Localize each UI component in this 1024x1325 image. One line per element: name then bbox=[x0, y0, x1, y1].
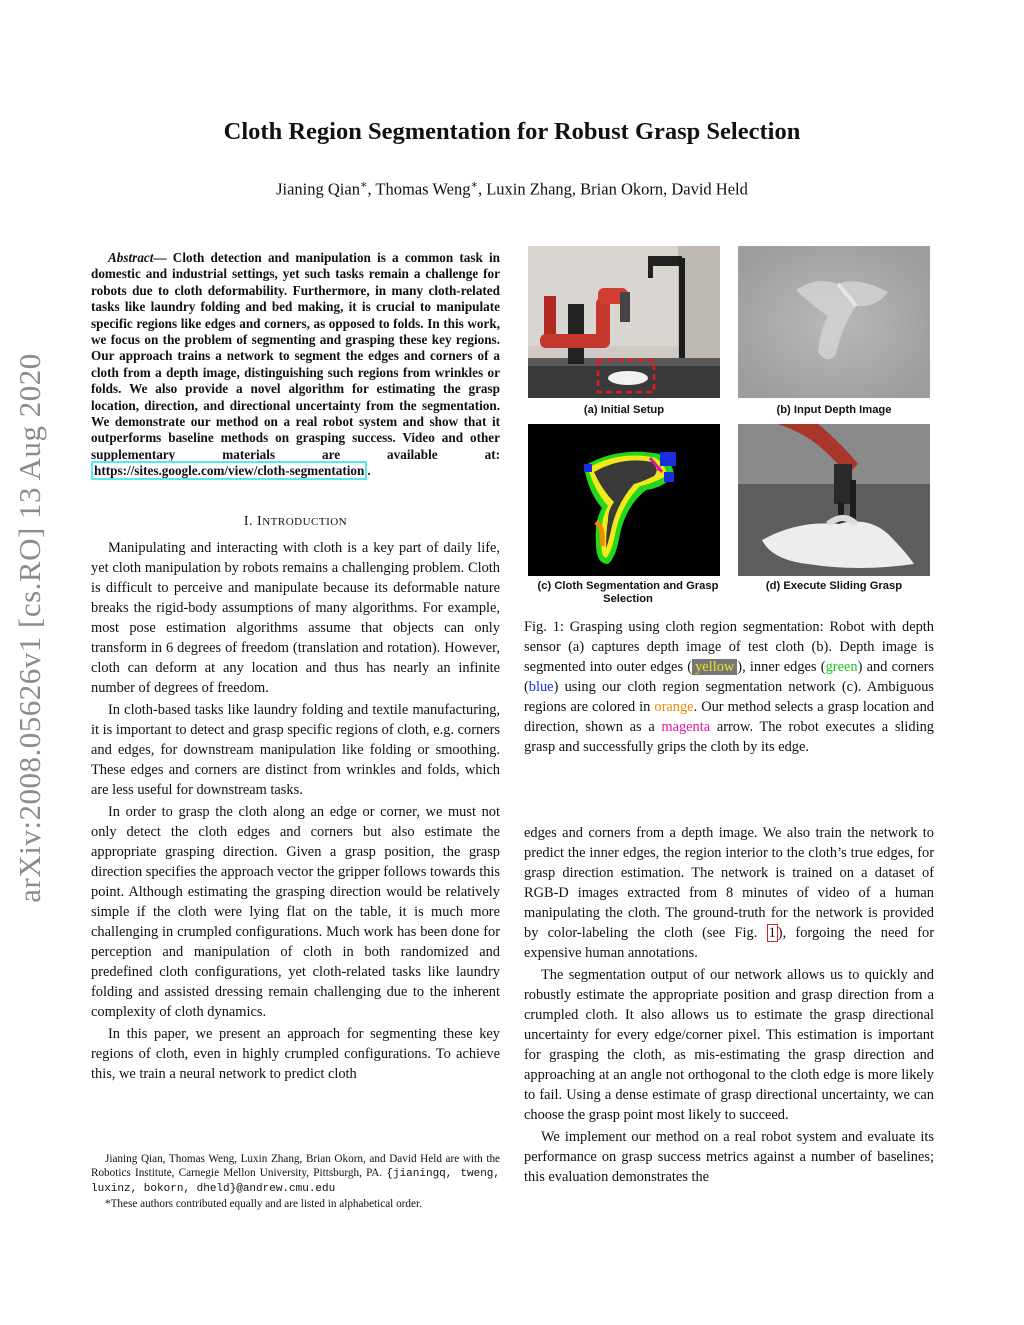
color-word-magenta: magenta bbox=[661, 719, 711, 735]
equal-contribution-note: *These authors contributed equally and are listed in alphabetical order. bbox=[105, 1197, 422, 1210]
paragraph: The segmentation output of our network allows us to quickly and robustly estimate the appropriate position and grasp direction from a crumpled cloth. It also allows us to estimate the grasp directional uncertainty for every edge/corner pixel. This estimation is important for grasping the cloth, as mis-estimating the grasp direction and approaching at an angle not orthogonal to the cloth edge is more likely to fail. Using a dense estimate of grasp directional uncertainty, we can choose the grasp point most likely to succeed. bbox=[524, 967, 934, 1123]
abstract-label: Abstract bbox=[108, 250, 154, 265]
color-word-green: green bbox=[825, 659, 858, 675]
right-column-body bbox=[524, 823, 934, 1189]
author-emails: {jianingq, tweng, luxinz, bokorn, dheld}@andrew.cmu.edu bbox=[91, 1168, 501, 1196]
paragraph: In this paper, we present an approach for segmenting these key regions of cloth, even in highly crumpled configurations. To achieve this, we train a neural network to predict cloth bbox=[91, 1026, 500, 1082]
figure-panel-label: (d) Execute Sliding Grasp bbox=[765, 580, 903, 592]
supplementary-link[interactable]: https://sites.google.com/view/cloth-segmentation bbox=[91, 461, 367, 480]
section-heading-introduction: I. INTRODUCTION bbox=[243, 514, 348, 529]
abstract: Abstract— Cloth detection and manipulation is a common task in domestic and industrial settings, yet such tasks remain a challenge for robots due to cloth deformability. Furthermore, in many cloth-related tasks like laundry folding and bed making, it is crucial to manipulate specific regions like edges and corners, as opposed to folds. In this work, we focus on the problem of segmenting and grasping these key regions. Our approach trains a network to segment the edges and corners of a cloth from a depth image, distinguishing such regions from wrinkles or folds. We also provide a novel algorithm for estimating the grasp location, direction, and directional uncertainty from the segmentation. We demonstrate our method on a real robot system and show that it outperforms baseline methods on grasping success. Video and other supplementary materials are available at: https://sites.google.com/view/cloth-segmentation . bbox=[91, 250, 500, 479]
color-word-orange: orange bbox=[654, 699, 694, 715]
paragraph: We implement our method on a real robot system and evaluate its performance on grasp success metrics against a number of baselines; this evaluation demonstrates the bbox=[524, 1129, 934, 1185]
paragraph: In order to grasp the cloth along an edge or corner, we must not only detect the cloth edges and corners but also estimate the appropriate grasping direction. Given a grasp position, the grasp direction specifies the approach vector the gripper follows towards this point. Although estimating the grasping direction would be relatively simple if the cloth were lying flat on the table, it is much more challenging in crumpled configurations. Much work has been done for perception and manipulation of cloth in both randomized and predefined cloth configurations, yet cloth-related tasks like laundry folding and assisted dressing remain challenging due to the inherent complexity of cloth dynamics. bbox=[91, 804, 500, 1020]
paragraph: edges and corners from a depth image. We also train the network to predict the inner edges, the region interior to the cloth’s true edges, for grasp direction estimation. The network is trained on a dataset of RGB-D images extracted from 8 minutes of video of a human manipulating the cloth. The ground-truth for the network is provided by color-labeling the cloth (see Fig. 1 ), forgoing the need for expensive human annotations. bbox=[524, 825, 934, 961]
introduction-body bbox=[91, 538, 500, 1086]
arxiv-identifier: arXiv:2008.05626v1 [cs.RO] 13 Aug 2020 bbox=[12, 353, 47, 903]
footnote: Jianing Qian, Thomas Weng, Luxin Zhang, Brian Okorn, and David Held are with the Robotics Institute, Carnegie Mellon University, Pittsburgh, PA. {jianingq, tweng, luxinz, bokorn, dheld}@andrew.cmu.edu *These authors contributed equally and are listed in alphabetical order. bbox=[91, 1153, 501, 1210]
paragraph: Manipulating and interacting with cloth is a key part of daily life, yet cloth manipulation by robots remains a challenging problem. Cloth is difficult to perceive and manipulate because its deformable nature breaks the rigid-body assumptions of many algorithms. For example, most pose estimation algorithms assume that objects can only transform in 6 degrees of freedom (translation and rotation). However, cloth can deform at any location and thus has nearly an infinite number of degrees of freedom. bbox=[91, 540, 500, 696]
figure-panel-label: (c) Cloth Segmentation and Grasp Selection bbox=[537, 580, 719, 605]
author-name: Luxin Zhang bbox=[486, 179, 572, 199]
segmentation-image bbox=[528, 424, 720, 576]
paper-title: Cloth Region Segmentation for Robust Grasp Selection bbox=[223, 118, 801, 145]
author-name: Brian Okorn bbox=[580, 179, 664, 199]
photo-sliding-grasp bbox=[738, 424, 930, 576]
paragraph: In cloth-based tasks like laundry folding and textile manufacturing, it is important to detect and grasp specific regions of cloth, e.g. corners and edges, for downstream manipulation like folding or smoothing. These edges and corners are distinct from wrinkles and folds, which are less useful for downstream tasks. bbox=[91, 702, 500, 798]
author-list: Jianing Qian∗, Thomas Weng∗, Luxin Zhang, Brian Okorn, David Held bbox=[276, 179, 748, 199]
color-word-yellow: yellow bbox=[692, 659, 737, 675]
figure-panel-label: (a) Initial Setup bbox=[583, 404, 665, 416]
color-word-blue: blue bbox=[528, 679, 554, 695]
figure-caption: Fig. 1: Grasping using cloth region segmentation: Robot with depth sensor (a) captures depth image of test cloth (b). Depth image is segmented into outer edges ( yellow ), inner edges (green) and corners (blue) using our cloth region segmentation network (c). Ambiguous regions are colored in orange. Our method selects a grasp location and direction, shown as a magenta arrow. The robot executes a sliding grasp and successfully grips the cloth by its edge. bbox=[524, 619, 935, 755]
figure-reference-link[interactable]: 1 bbox=[768, 925, 776, 941]
abstract-text: — Cloth detection and manipulation is a common task in domestic and industrial settings, yet such tasks remain a challenge for robots due to cloth deformability. Furthermore, in many cloth-related tasks like laundry folding and bed making, it is crucial to manipulate specific regions like edges and corners, as opposed to folds. In this work, we focus on the problem of segmenting and grasping these key regions. Our approach trains a network to segment the edges and corners of a cloth from a depth image, distinguishing such regions from wrinkles or folds. We also provide a novel algorithm for estimating the grasp location, direction, and directional uncertainty from the segmentation. We demonstrate our method on a real robot system and show that it outperforms baseline methods on grasping success. Video and other supplementary materials are available at: bbox=[91, 250, 500, 462]
author-name: Jianing Qian bbox=[276, 179, 360, 199]
photo-initial-setup bbox=[528, 246, 720, 398]
figure-panel-label: (b) Input Depth Image bbox=[776, 404, 892, 416]
author-name: David Held bbox=[671, 179, 748, 199]
author-name: Thomas Weng bbox=[375, 179, 471, 199]
depth-image bbox=[738, 246, 930, 398]
